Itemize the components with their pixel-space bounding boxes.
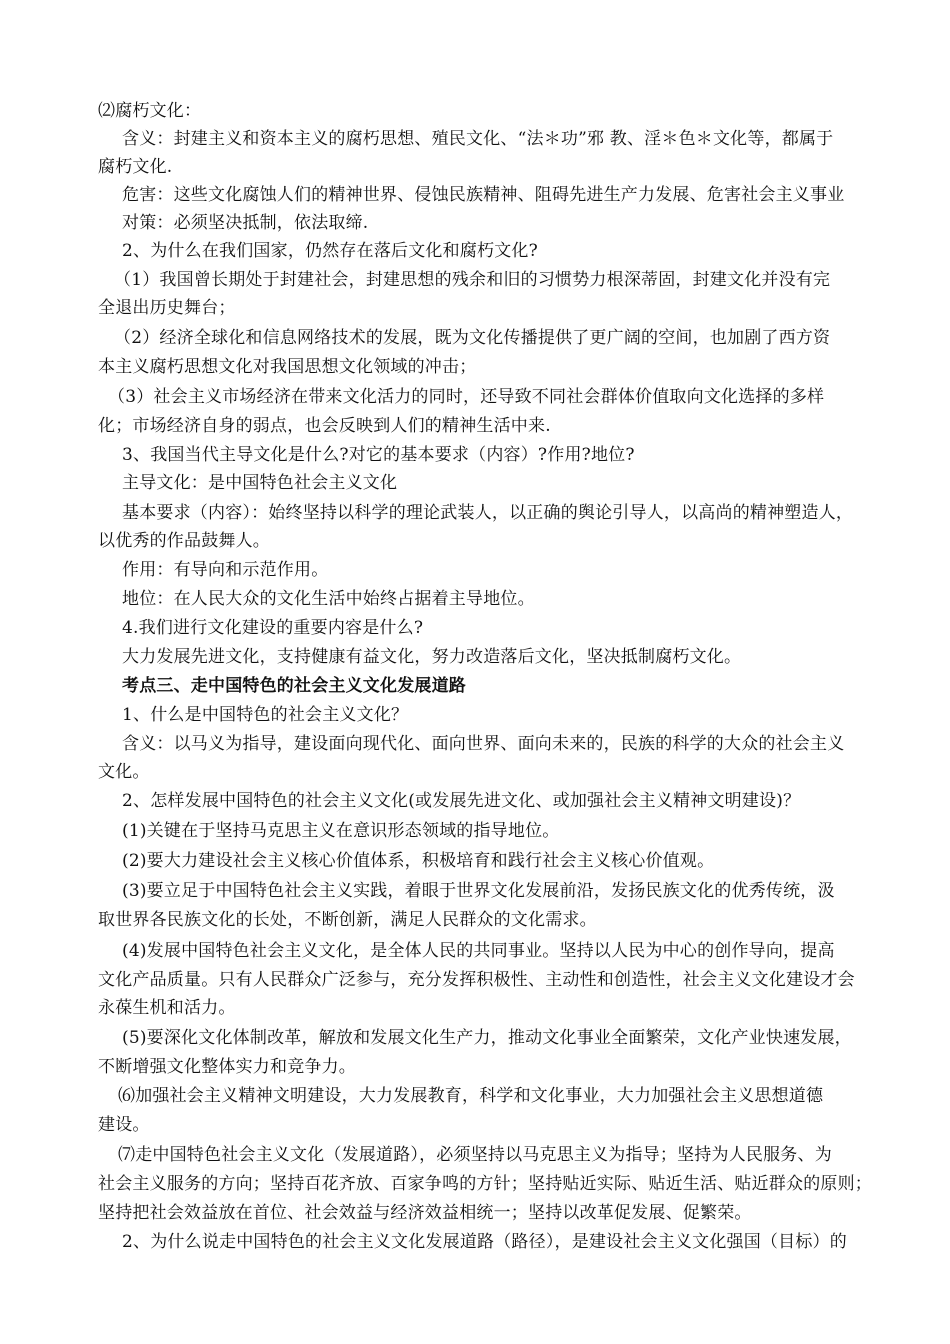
text-line: 含义：以马义为指导，建设面向现代化、面向世界、面向未来的，民族的科学的大众的社会主义 bbox=[122, 734, 845, 754]
text-line: ⑹加强社会主义精神文明建设，大力发展教育，科学和文化事业，大力加强社会主义思想道德 bbox=[118, 1086, 824, 1106]
text-line: 社会主义服务的方向；坚持百花齐放、百家争鸣的方针；坚持贴近实际、贴近生活、贴近群众的原则； bbox=[98, 1174, 872, 1194]
text-line: 本主义腐朽思想文化对我国思想文化领域的冲击； bbox=[98, 357, 477, 377]
text-line: (3)要立足于中国特色社会主义实践，着眼于世界文化发展前沿，发扬民族文化的优秀传统，汲 bbox=[122, 881, 835, 901]
question-heading: 3、我国当代主导文化是什么?对它的基本要求（内容）?作用?地位? bbox=[122, 445, 635, 465]
text-line: 对策：必须坚决抵制，依法取缔. bbox=[122, 213, 369, 233]
text-line: (4)发展中国特色社会主义文化，是全体人民的共同事业。坚持以人民为中心的创作导向，提高 bbox=[122, 941, 835, 961]
text-line: 取世界各民族文化的长处，不断创新，满足人民群众的文化需求。 bbox=[98, 910, 597, 930]
text-line: 建设。 bbox=[98, 1115, 150, 1135]
text-line: （1）我国曾长期处于封建社会，封建思想的残余和旧的习惯势力根深蒂固，封建文化并没有完 bbox=[114, 270, 831, 290]
text-line: 永葆生机和活力。 bbox=[98, 998, 236, 1018]
subheading-decadent-culture: ⑵腐朽文化： bbox=[98, 101, 202, 121]
text-line: 大力发展先进文化，支持健康有益文化，努力改造落后文化，坚决抵制腐朽文化。 bbox=[122, 647, 742, 667]
text-line: （2）经济全球化和信息网络技术的发展，既为文化传播提供了更广阔的空间，也加剧了西方资 bbox=[114, 328, 831, 348]
text-line: 地位：在人民大众的文化生活中始终占据着主导地位。 bbox=[122, 589, 535, 609]
text-line: 基本要求（内容）：始终坚持以科学的理论武装人，以正确的舆论引导人，以高尚的精神塑造人， bbox=[122, 503, 854, 523]
text-line: 全退出历史舞台； bbox=[98, 298, 236, 318]
text-line: 作用：有导向和示范作用。 bbox=[122, 560, 329, 580]
text-line: 含义：封建主义和资本主义的腐朽思想、殖民文化、“法＊功”邪 教、淫＊色＊文化等，都属于 bbox=[122, 129, 834, 149]
text-line: (2)要大力建设社会主义核心价值体系，积极培育和践行社会主义核心价值观。 bbox=[122, 851, 715, 871]
question-heading: 2、为什么在我们国家，仍然存在落后文化和腐朽文化? bbox=[122, 241, 538, 261]
section-heading: 考点三、走中国特色的社会主义文化发展道路 bbox=[122, 676, 466, 696]
question-heading: 1、什么是中国特色的社会主义文化？ bbox=[122, 705, 409, 725]
question-heading: 2、为什么说走中国特色的社会主义文化发展道路（路径），是建设社会主义文化强国（目标）的 bbox=[122, 1232, 847, 1252]
text-line: 文化。 bbox=[98, 762, 150, 782]
text-line: 文化产品质量。只有人民群众广泛参与，充分发挥积极性、主动性和创造性，社会主义文化建设才会 bbox=[98, 970, 855, 990]
text-line: ⑺走中国特色社会主义文化（发展道路），必须坚持以马克思主义为指导；坚持为人民服务、为 bbox=[118, 1145, 832, 1165]
text-line: （3）社会主义市场经济在带来文化活力的同时，还导致不同社会群体价值取向文化选择的多样 bbox=[108, 387, 825, 407]
text-line: 腐朽文化. bbox=[98, 157, 173, 177]
text-line: 主导文化：是中国特色社会主义文化 bbox=[122, 473, 398, 493]
text-line: (1)关键在于坚持马克思主义在意识形态领域的指导地位。 bbox=[122, 821, 560, 841]
text-line: 以优秀的作品鼓舞人。 bbox=[98, 531, 270, 551]
text-line: 坚持把社会效益放在首位、社会效益与经济效益相统一；坚持以改革促发展、促繁荣。 bbox=[98, 1203, 752, 1223]
question-heading: 2、怎样发展中国特色的社会主义文化(或发展先进文化、或加强社会主义精神文明建设)？ bbox=[122, 791, 801, 811]
text-line: 化；市场经济自身的弱点，也会反映到人们的精神生活中来. bbox=[98, 416, 551, 436]
text-line: 不断增强文化整体实力和竞争力。 bbox=[98, 1057, 356, 1077]
question-heading: 4.我们进行文化建设的重要内容是什么? bbox=[122, 618, 424, 638]
text-line: 危害：这些文化腐蚀人们的精神世界、侵蚀民族精神、阻碍先进生产力发展、危害社会主义事业 bbox=[122, 185, 845, 205]
text-line: (5)要深化文化体制改革，解放和发展文化生产力，推动文化事业全面繁荣，文化产业快速发展， bbox=[122, 1028, 852, 1048]
